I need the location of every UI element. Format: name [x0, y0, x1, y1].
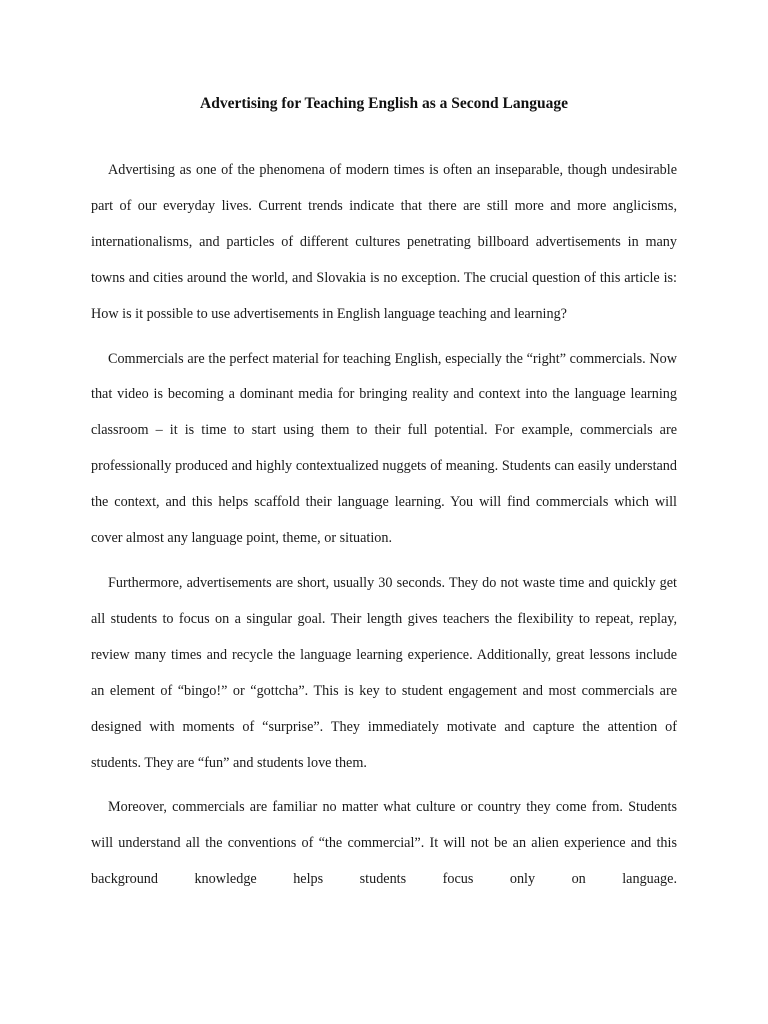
paragraph-commercials-familiar: Moreover, commercials are familiar no matter what culture or country they come from. Students will understand all the conventions of “the commercial”. It will not be an alien experience and this background knowledge helps students focus only on language. — [91, 799, 677, 888]
paragraph-advertising-intro: Advertising as one of the phenomena of modern times is often an inseparable, though undesirable part of our everyday lives. Current trends indicate that there are still more and more anglicisms, internationalisms, and particles of different cultures penetrating billboard advertisements in many towns and cities around the world, and Slovakia is no exception. The crucial question of this article is: How is it possible to use advertisements in English language teaching and learning? — [91, 162, 677, 322]
paragraph-commercials-material: Commercials are the perfect material for teaching English, especially the “right” commercials. Now that video is becoming a dominant media for bringing reality and context into the language learning classroom – it is time to start using them to their full potential. For example, commercials are professionally produced and highly contextualized nuggets of meaning. Students can easily understand the context, and this helps scaffold their language learning. You will find commercials which will cover almost any language point, theme, or situation. — [91, 350, 677, 547]
paragraph-advertisements-short: Furthermore, advertisements are short, usually 30 seconds. They do not waste time and quickly get all students to focus on a singular goal. Their length gives teachers the flexibility to repeat, replay, review many times and recycle the language learning experience. Additionally, great lessons include an element of “bingo!” or “gottcha”. This is key to student engagement and most commercials are designed with moments of “surprise”. They immediately motivate and capture the attention of students. They are “fun” and students love them. — [91, 574, 677, 771]
document-page — [91, 93, 677, 1024]
document-title: Advertising for Teaching English as a Second Language — [200, 95, 568, 112]
